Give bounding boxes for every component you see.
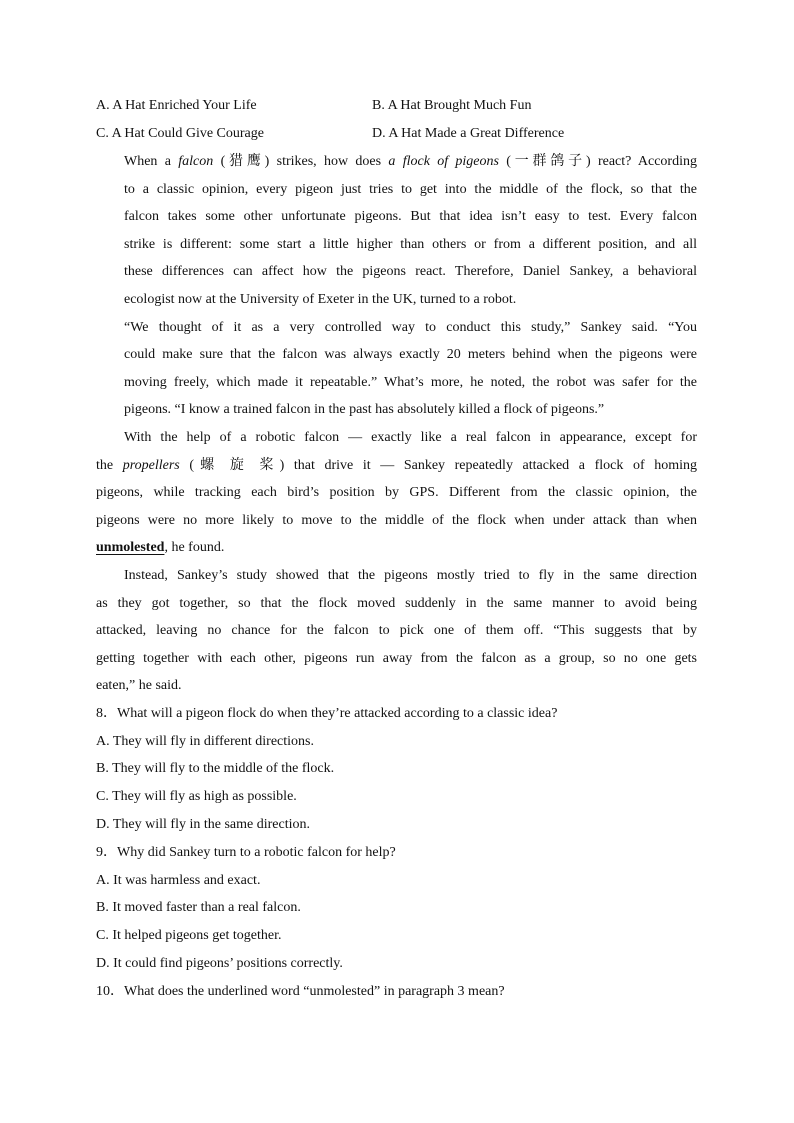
answer-option: D. It could find pigeons’ positions correctly. xyxy=(96,956,343,972)
option-a: A. A Hat Enriched Your Life xyxy=(96,98,257,113)
paragraph-4 xyxy=(96,562,697,700)
paragraph-line: With the help of a robotic falcon — exactly like a real falcon in appearance, except for xyxy=(124,429,697,445)
prev-options-row-1 xyxy=(96,92,697,120)
paragraph-line: could make sure that the falcon was always exactly 20 meters behind when the pigeons were xyxy=(124,347,697,363)
italic-term-flock: a flock of pigeons xyxy=(388,154,499,169)
underlined-word: unmolested xyxy=(96,540,165,556)
paragraph-line: strike is different: some start a little higher than others or from a different position, and all xyxy=(124,236,697,252)
answer-option: C. They will fly as high as possible. xyxy=(96,789,297,805)
paragraph-line: to a classic opinion, every pigeon just tries to get into the middle of the flock, so that the xyxy=(124,181,697,197)
answer-option: C. It helped pigeons get together. xyxy=(96,928,282,944)
paragraph-line: attacked, leaving no chance for the falcon to pick one of them off. “This suggests that by xyxy=(96,623,697,639)
paragraph-1 xyxy=(96,148,697,314)
paragraph-line: unmolested, he found. xyxy=(96,540,225,556)
italic-term-falcon: falcon xyxy=(178,154,214,169)
paragraph-line: ecologist now at the University of Exeter in the UK, turned to a robot. xyxy=(124,291,517,307)
answer-option: B. It moved faster than a real falcon. xyxy=(96,900,301,916)
answer-option: A. They will fly in different directions. xyxy=(96,733,314,749)
question-10 xyxy=(96,978,697,1006)
question-8 xyxy=(96,700,697,839)
paragraph-line: Instead, Sankey’s study showed that the pigeons mostly tried to fly in the same direction xyxy=(124,567,697,583)
paragraph-line: moving freely, which made it repeatable.” What’s more, he noted, the robot was safer for the xyxy=(124,374,697,390)
answer-option: D. They will fly in the same direction. xyxy=(96,817,310,833)
paragraph-line: as they got together, so that the flock moved suddenly in the same manner to avoid being xyxy=(96,595,697,611)
question-9 xyxy=(96,839,697,978)
paragraph-line: eaten,” he said. xyxy=(96,678,182,694)
answer-option: B. They will fly to the middle of the flock. xyxy=(96,761,335,777)
paragraph-line: pigeons were no more likely to move to the middle of the flock when under attack than when xyxy=(96,512,697,528)
paragraph-3 xyxy=(96,424,697,562)
question-stem: 8．What will a pigeon flock do when they’re attacked according to a classic idea? xyxy=(96,705,558,721)
paragraph-line: falcon takes some other unfortunate pigeons. But that idea isn’t easy to test. Every falcon xyxy=(124,209,697,225)
italic-term-propellers: propellers xyxy=(122,457,180,473)
paragraph-line: the propellers (螺 旋 桨) that drive it — Sankey repeatedly attacked a flock of homing xyxy=(96,457,698,473)
question-stem: 9．Why did Sankey turn to a robotic falcon for help? xyxy=(96,844,396,860)
question-stem: 10．What does the underlined word “unmolested” in paragraph 3 mean? xyxy=(96,983,505,999)
answer-option: A. It was harmless and exact. xyxy=(96,872,261,888)
document-page xyxy=(96,92,697,1006)
paragraph-line: these differences can affect how the pigeons react. Therefore, Daniel Sankey, a behavioral xyxy=(124,264,697,280)
option-c: C. A Hat Could Give Courage xyxy=(96,126,264,141)
paragraph-line: getting together with each other, pigeons run away from the falcon as a group, so no one gets xyxy=(96,650,697,666)
paragraph-line: When a falcon (猎鹰) strikes, how does a flock of pigeons (一群鸽子) react? According xyxy=(124,154,697,169)
option-d: D. A Hat Made a Great Difference xyxy=(372,126,565,141)
paragraph-2 xyxy=(96,314,697,424)
paragraph-line: “We thought of it as a very controlled way to conduct this study,” Sankey said. “You xyxy=(124,319,697,335)
paragraph-line: pigeons, while tracking each bird’s position by GPS. Different from the classic opinion, the xyxy=(96,485,697,501)
paragraph-line: pigeons. “I know a trained falcon in the past has absolutely killed a flock of pigeons.” xyxy=(124,402,605,418)
prev-options-row-2 xyxy=(96,120,697,148)
option-b: B. A Hat Brought Much Fun xyxy=(372,98,532,113)
